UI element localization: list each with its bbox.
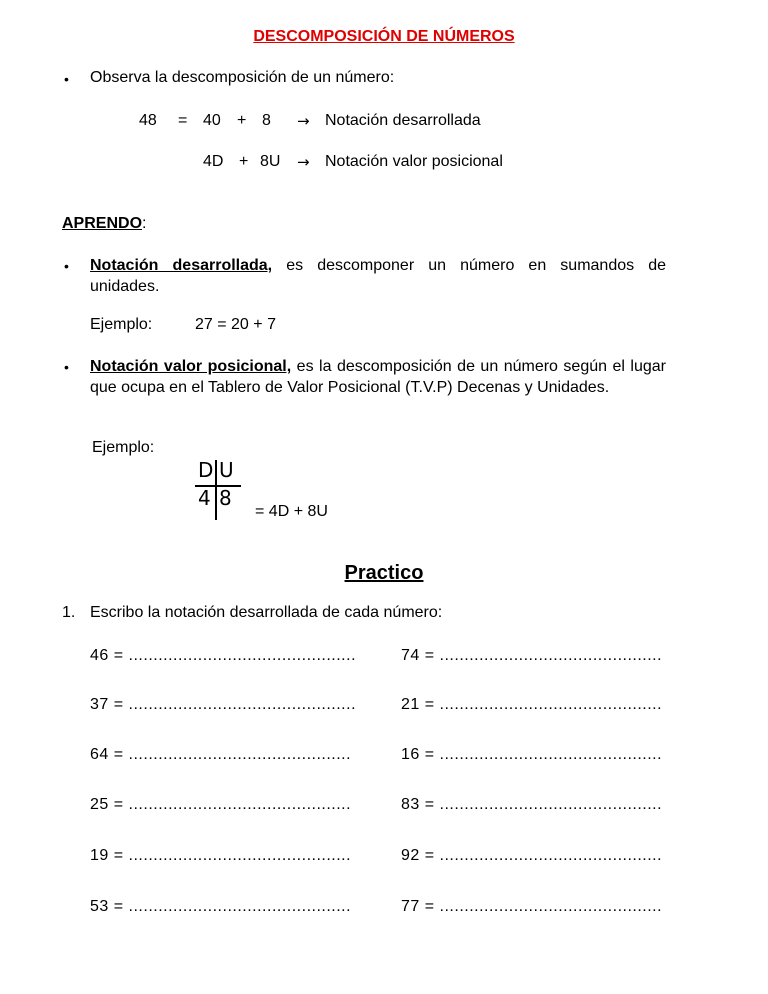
answer-line-92[interactable]: 92 = ............................................. [401,847,663,864]
table-vertical-line [215,460,217,520]
exercise-number: 1. [62,604,76,621]
expanded-notation-label: Notación desarrollada [325,112,481,129]
aprendo-heading: APRENDO: [62,215,147,232]
page-title: DESCOMPOSICIÓN DE NÚMEROS [253,28,515,45]
answer-line-64[interactable]: 64 = ............................................. [90,746,352,763]
answer-line-83[interactable]: 83 = ............................................. [401,796,663,813]
plus-sign: + [239,153,249,170]
answer-line-46[interactable]: 46 = .............................................. [90,647,357,664]
answer-line-19[interactable]: 19 = ............................................. [90,847,352,864]
definition-place-value: Notación valor posicional, es la descomposición de un número según el lugar que ocupa en el Tablero de Valor Posicional (T.V.P) Decenas y Unidades. [90,358,666,396]
answer-line-16[interactable]: 16 = ............................................. [401,746,663,763]
bullet-icon: • [64,71,69,87]
exercise-instruction: Escribo la notación desarrollada de cada número: [90,604,443,621]
arrow-right-icon: → [297,112,310,130]
tens-digit: 4 [198,486,212,510]
definition-expanded: Notación desarrollada, es descomponer un número en sumandos de unidades. [90,257,667,295]
units-place: 8U [260,153,281,170]
bullet-icon: • [64,359,69,375]
tvp-result: = 4D + 8U [255,503,328,520]
units-value: 8 [262,112,271,129]
units-header: U [219,458,235,482]
tens-place: 4D [203,153,224,170]
answer-line-21[interactable]: 21 = ............................................. [401,696,663,713]
bullet-icon: • [64,258,69,274]
example-number: 48 [139,112,157,129]
plus-sign: + [237,112,247,129]
place-value-notation-label: Notación valor posicional [325,153,503,170]
tens-header: D [198,458,215,482]
practice-heading: Practico [344,562,424,584]
place-value-table [195,458,243,520]
answer-line-53[interactable]: 53 = ............................................. [90,898,352,915]
intro-text: Observa la descomposición de un número: [90,69,395,86]
example-label: Ejemplo: [92,439,155,456]
arrow-right-icon: → [297,153,310,171]
answer-line-77[interactable]: 77 = ............................................. [401,898,663,915]
tens-value: 40 [203,112,221,129]
example-label: Ejemplo: [90,316,153,333]
example-expression: 27 = 20 + 7 [195,316,276,333]
units-digit: 8 [219,486,233,510]
table-horizontal-line [195,485,241,487]
equals-sign: = [178,112,188,129]
answer-line-37[interactable]: 37 = .............................................. [90,696,357,713]
answer-line-74[interactable]: 74 = ............................................. [401,647,663,664]
answer-line-25[interactable]: 25 = ............................................. [90,796,352,813]
